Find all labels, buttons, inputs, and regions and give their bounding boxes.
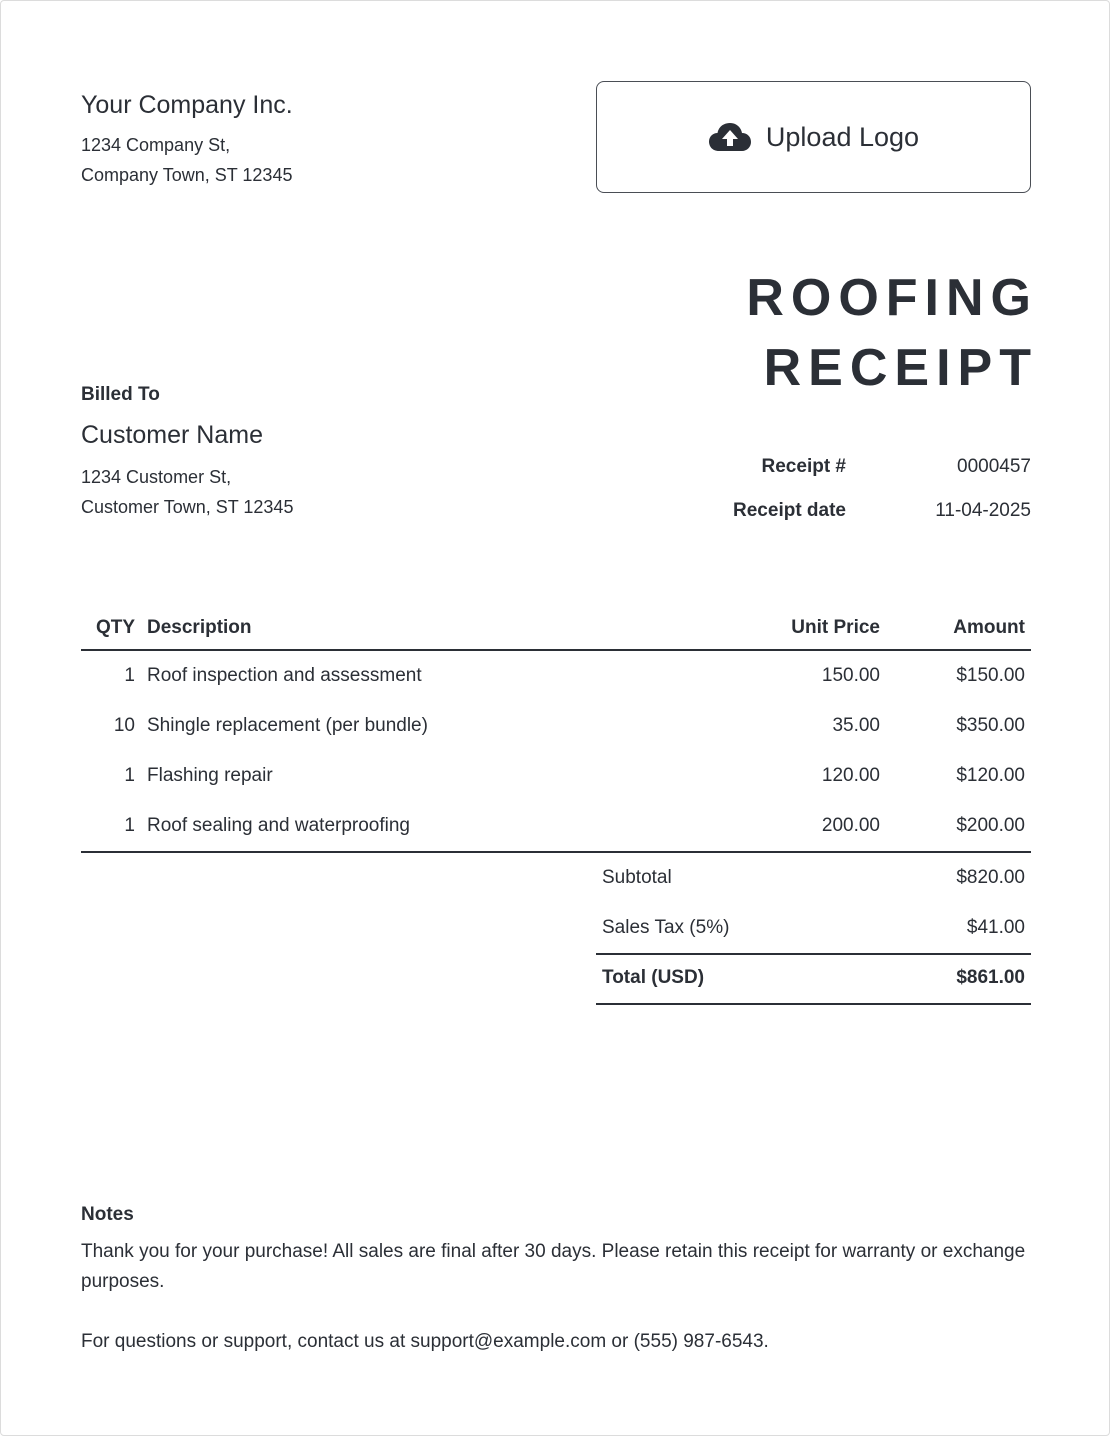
row-unit-price: 120.00 <box>821 765 880 786</box>
line-items-table <box>81 605 1031 853</box>
document-title <box>746 263 1038 403</box>
subtotal-label: Subtotal <box>602 867 672 888</box>
table-row <box>81 701 1031 751</box>
receipt-number-label: Receipt # <box>761 456 846 477</box>
header-amount: Amount <box>953 617 1025 638</box>
row-description: Flashing repair <box>147 765 273 786</box>
header-description: Description <box>147 617 252 638</box>
total-value: $861.00 <box>956 967 1025 988</box>
row-description: Roof inspection and assessment <box>147 665 422 686</box>
header-unit-price: Unit Price <box>791 617 880 638</box>
table-header-row <box>81 605 1031 651</box>
notes-contact: For questions or support, contact us at support@example.com or (555) 987-6543. <box>81 1331 769 1352</box>
customer-address-line2: Customer Town, ST 12345 <box>81 497 294 517</box>
totals-block <box>596 853 1031 1005</box>
row-qty: 1 <box>124 665 135 686</box>
row-qty: 1 <box>124 765 135 786</box>
subtotal-row <box>596 853 1031 903</box>
row-description: Roof sealing and waterproofing <box>147 815 411 836</box>
document-title-line1: ROOFING <box>746 269 1038 327</box>
table-row <box>81 801 1031 851</box>
company-name: Your Company Inc. <box>81 91 293 119</box>
row-amount: $200.00 <box>956 815 1025 836</box>
sales-tax-label: Sales Tax (5%) <box>602 917 730 938</box>
company-address-line1: 1234 Company St, <box>81 135 231 155</box>
total-label: Total (USD) <box>602 967 705 988</box>
row-amount: $120.00 <box>956 765 1025 786</box>
row-description: Shingle replacement (per bundle) <box>147 715 428 736</box>
row-unit-price: 200.00 <box>821 815 880 836</box>
customer-address-line1: 1234 Customer St, <box>81 467 232 487</box>
row-unit-price: 35.00 <box>832 715 880 736</box>
notes-label: Notes <box>81 1204 134 1225</box>
sales-tax-value: $41.00 <box>966 917 1025 938</box>
upload-logo-button[interactable] <box>596 81 1031 193</box>
receipt-date-value: 11-04-2025 <box>935 500 1031 521</box>
header-qty: QTY <box>95 617 135 638</box>
subtotal-value: $820.00 <box>956 867 1025 888</box>
table-row <box>81 651 1031 701</box>
company-address-line2: Company Town, ST 12345 <box>81 165 293 185</box>
document-title-line2: RECEIPT <box>763 339 1038 397</box>
row-qty: 1 <box>124 815 135 836</box>
total-row <box>596 953 1031 1005</box>
row-qty: 10 <box>113 715 135 736</box>
receipt-date-label: Receipt date <box>733 500 846 521</box>
row-amount: $150.00 <box>956 665 1025 686</box>
row-amount: $350.00 <box>956 715 1025 736</box>
billed-to-label: Billed To <box>81 384 160 405</box>
cloud-upload-icon <box>708 121 752 153</box>
sales-tax-row <box>596 903 1031 953</box>
table-row <box>81 751 1031 801</box>
receipt-number-value: 0000457 <box>957 456 1031 477</box>
customer-name: Customer Name <box>81 421 263 449</box>
upload-logo-label: Upload Logo <box>765 121 920 152</box>
row-unit-price: 150.00 <box>821 665 880 686</box>
notes-text: Thank you for your purchase! All sales are final after 30 days. Please retain this receipt for warranty or exchange purposes. <box>81 1241 1026 1292</box>
